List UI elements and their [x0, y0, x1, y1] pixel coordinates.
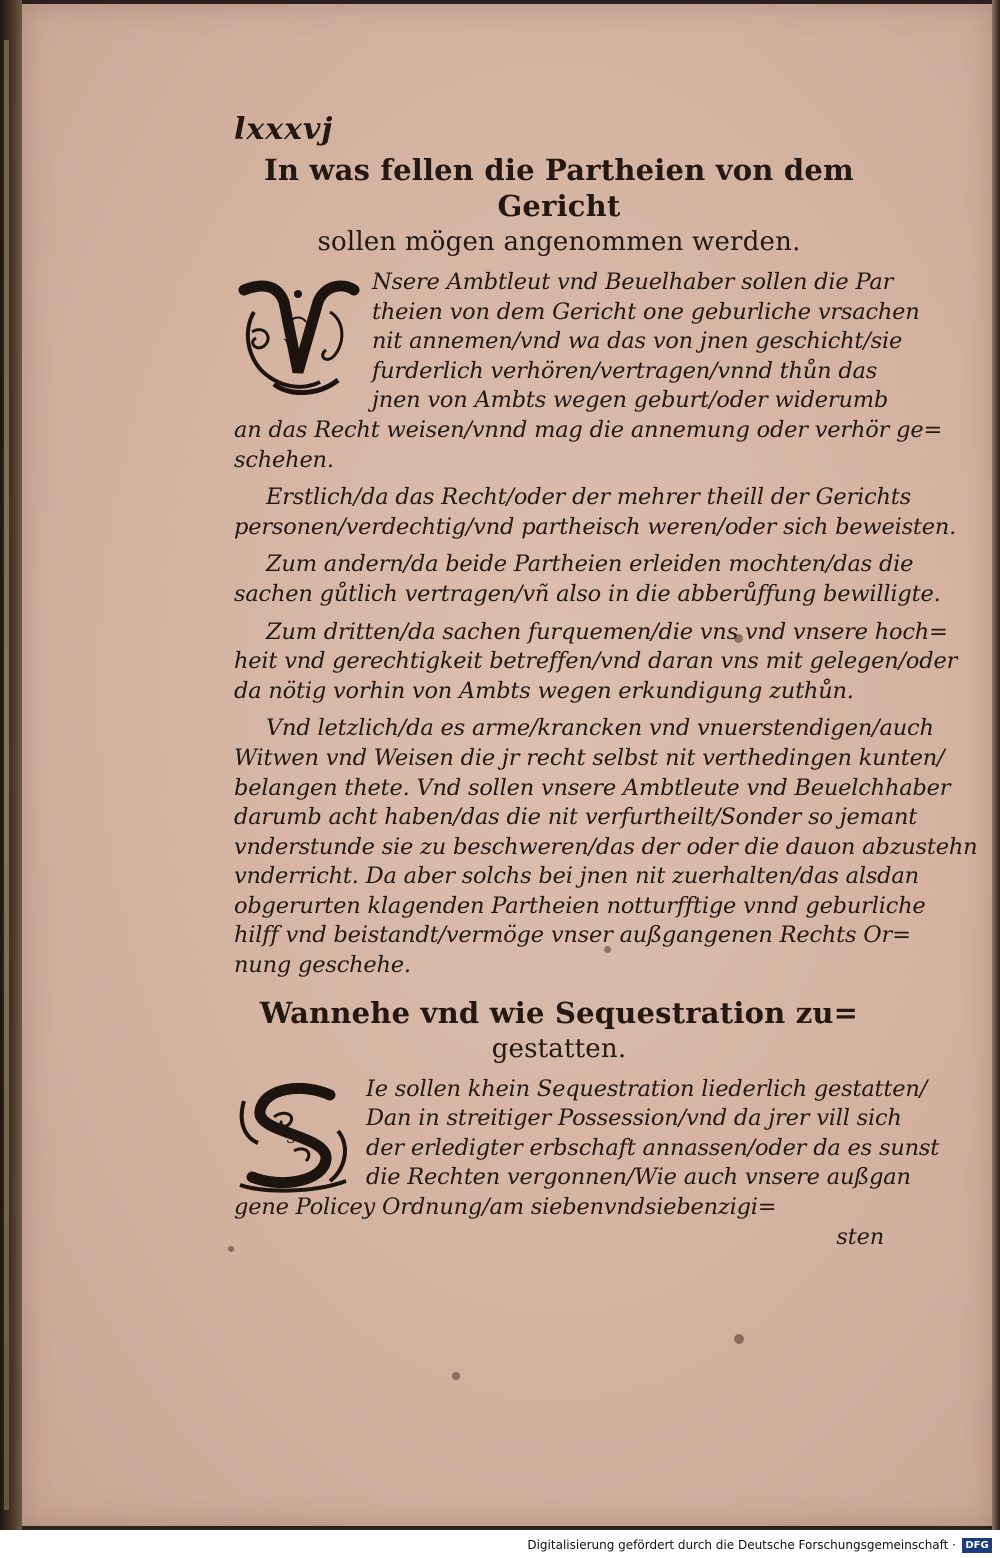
digitization-footer: [0, 1530, 1000, 1558]
page-text: [234, 110, 978, 1260]
book-gutter: [0, 0, 22, 1530]
folio-number: lxxxvj: [234, 112, 334, 147]
paragraph-with-initial-2: [234, 1075, 940, 1253]
section-heading-2: [234, 995, 884, 1067]
heading-2-line-1: Wannehe vnd wie Sequestration zu=: [259, 995, 859, 1030]
heading-2-line-2: gestatten.: [491, 1033, 627, 1064]
svg-text:S: S: [286, 1130, 296, 1147]
heading-1-line-2: sollen mögen angenommen werden.: [317, 227, 801, 257]
paragraph-6: Ie sollen khein Sequestration liederlich gestatten/ Dan in streitiger Possession/vnd da jrer vill sich der erledigter erbschaft annassen/oder da es sunst die Rechten vergonnen/Wie auch vnsere außgan gene Policey Ordnung/am siebenvndsiebenzigi= sten: [234, 1075, 940, 1250]
paragraph-1: Nsere Ambtleut vnd Beuelhaber sollen die Par theien von dem Gericht one geburliche vrsachen nit annemen/vnd wa das von jnen geschicht/sie furderlich verhören/vertragen/vnnd thůn das jnen von Ambts wegen geburt/oder widerumb an das Recht weisen/vnnd mag die annemung oder verhör ge= schehen.: [234, 269, 943, 473]
paragraph-2: Erstlich/da das Recht/oder der mehrer theill der Gerichts personen/verdechtig/vnd partheisch weren/oder sich beweisten.: [234, 484, 957, 540]
ornamental-initial-v: [234, 272, 362, 400]
section-heading-1: [234, 152, 884, 260]
funding-notice: Digitalisierung gefördert durch die Deutsche Forschungsgemeinschaft ·: [527, 1538, 956, 1552]
binding-stripe: [4, 40, 9, 1510]
paragraph-3: Zum andern/da beide Partheien erleiden mochten/das die sachen gůtlich vertragen/vñ also in die abberůffung bewilligte.: [234, 551, 941, 607]
paragraph-with-initial-1: [234, 268, 943, 475]
heading-1-line-1: In was fellen die Partheien von dem Gericht: [264, 153, 854, 223]
svg-text:V: V: [284, 336, 297, 357]
dfg-logo: DFG: [962, 1538, 992, 1553]
page-edge: [992, 0, 1000, 1530]
ornamental-initial-s: [234, 1081, 354, 1193]
paragraph-5: Vnd letzlich/da es arme/krancken vnd vnuerstendigen/auch Witwen vnd Weisen die jr recht selbst nit verthedingen kunten/ belangen thete. Vnd sollen vnsere Ambtleute vnd Beuelchhaber darumb acht haben/das die nit verfurtheilt/Sonder so jemant vnderstunde sie zu beschweren/das der oder die dauon abzustehn vnderricht. Da aber solchs bei jnen nit zuerhalten/das alsdan obgerurten klagenden Partheien notturfftige vnnd geburliche hilff vnd beistandt/vermöge vnser außgangenen Rechts Or= nung geschehe.: [234, 715, 978, 979]
paragraph-4: Zum dritten/da sachen furquemen/die vns vnd vnsere hoch= heit vnd gerechtigkeit betreffen/vnd daran vns mit gelegen/oder da nötig vorhin von Ambts wegen erkundigung zuthůn.: [234, 618, 958, 704]
